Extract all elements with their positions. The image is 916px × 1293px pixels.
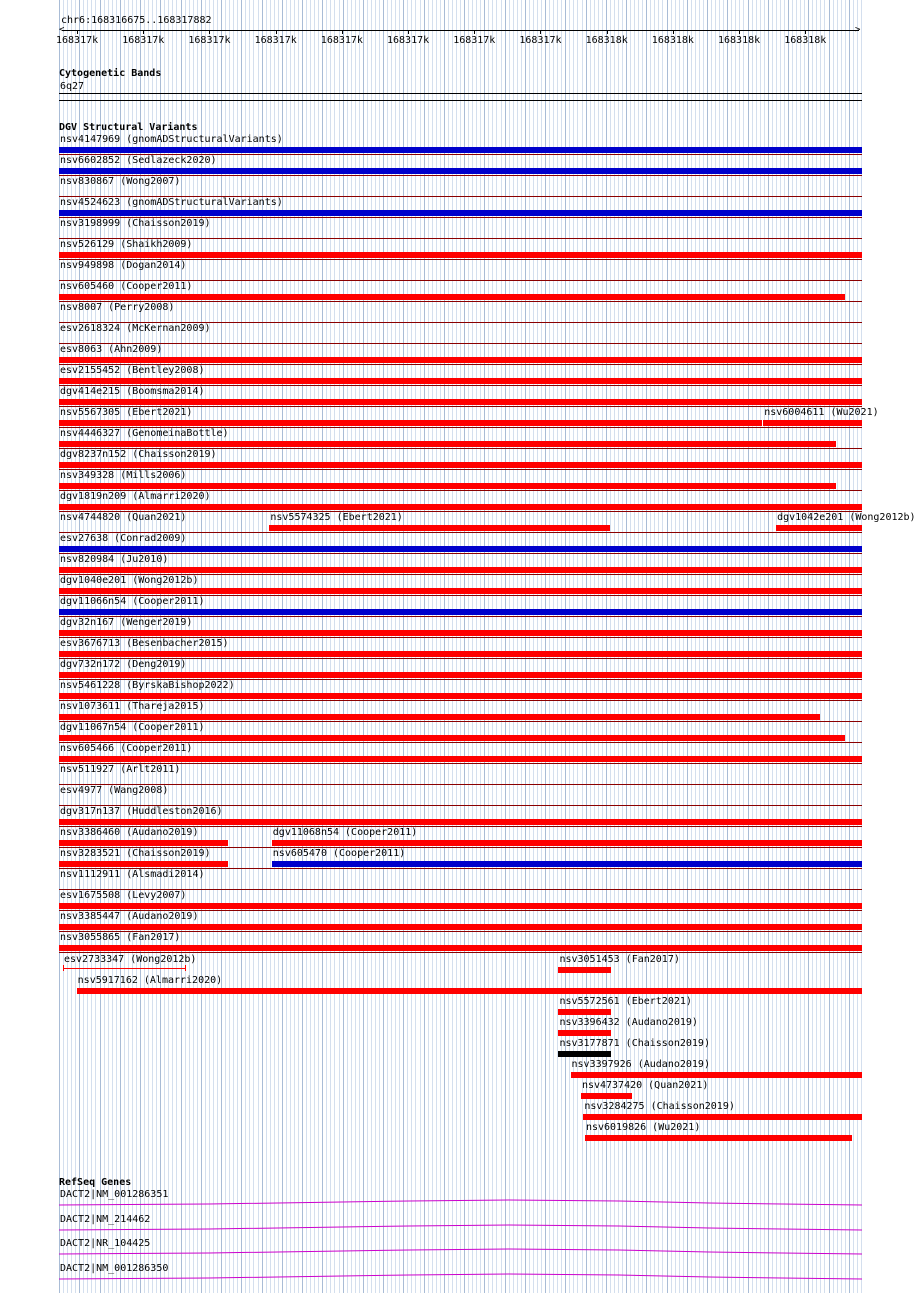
variant-label[interactable]: nsv1073611 (Thareja2015) [60,701,205,712]
variant-bar[interactable] [59,420,762,426]
variant-bar[interactable] [59,630,862,636]
ruler-tick [276,30,277,34]
variant-bar[interactable] [558,1051,610,1057]
variant-bar[interactable] [59,819,862,825]
variant-label[interactable]: nsv820984 (Ju2010) [60,554,169,565]
variant-bar[interactable] [59,147,862,153]
ruler-tick [805,30,806,34]
variant-label[interactable]: nsv3284275 (Chaisson2019) [584,1101,735,1112]
ruler-tick-label: 168317k [519,35,562,46]
variant-label[interactable]: nsv3051453 (Fan2017) [559,954,680,965]
variant-bar[interactable] [59,714,820,720]
ruler-tick-label: 168317k [254,35,297,46]
row-separator [59,784,862,785]
variant-label[interactable]: dgv1040e201 (Wong2012b) [60,575,199,586]
ruler-left-arrow: < [59,25,65,35]
variant-label[interactable]: nsv6019826 (Wu2021) [585,1122,701,1133]
variant-bar[interactable] [581,1093,632,1099]
variant-label[interactable]: nsv949898 (Dogan2014) [60,260,187,271]
variant-bar[interactable] [59,735,845,741]
variant-label[interactable]: dgv11066n54 (Cooper2011) [60,596,205,607]
variant-bar[interactable] [59,588,862,594]
variant-bar[interactable] [59,399,862,405]
ruler-tick [143,30,144,34]
variant-label[interactable]: nsv4744820 (Quan2021) [60,512,187,523]
ruler-tick [474,30,475,34]
variant-label[interactable]: nsv5461228 (ByrskaBishop2022) [60,680,235,691]
ruler-tick [77,30,78,34]
variant-bar[interactable] [59,693,862,699]
variant-label[interactable]: nsv3177871 (Chaisson2019) [559,1038,710,1049]
variant-bar[interactable] [59,840,228,846]
variant-bar[interactable] [59,651,862,657]
variant-label[interactable]: dgv32n167 (Wenger2019) [60,617,193,628]
variant-bar[interactable] [59,945,862,951]
gene-label[interactable]: DACT2|NM_214462 [60,1213,151,1225]
variant-bar[interactable] [59,672,862,678]
variant-label[interactable]: nsv6004611 (Wu2021) [764,407,879,418]
variant-bar[interactable] [272,840,862,846]
variant-label[interactable]: nsv4737420 (Quan2021) [581,1080,709,1091]
variant-label[interactable]: nsv3283521 (Chaisson2019) [60,848,211,859]
variant-bar[interactable] [585,1135,852,1141]
ruler-tick [540,30,541,34]
variant-bar[interactable] [763,420,862,426]
ruler-tick [342,30,343,34]
row-separator [59,952,862,953]
variant-label[interactable]: nsv605470 (Cooper2011) [272,848,406,859]
ruler-right-arrow: > [855,25,861,35]
variant-label[interactable]: esv1675508 (Levy2007) [60,890,187,901]
variant-label[interactable]: nsv3385447 (Audano2019) [60,911,199,922]
cytoband-track-title: Cytogenetic Bands [59,68,162,79]
gene-model[interactable] [59,1224,862,1234]
ruler-tick [408,30,409,34]
variant-bar[interactable] [558,967,610,973]
dgv-track-title: DGV Structural Variants [59,122,198,133]
ruler-tick-label: 168317k [56,35,99,46]
gene-label[interactable]: DACT2|NM_001286350 [60,1262,169,1274]
variant-label[interactable]: nsv5574325 (Ebert2021) [270,512,403,523]
variant-label[interactable]: esv8063 (Ahn2009) [60,344,163,355]
variant-bar[interactable] [59,861,228,867]
variant-label[interactable]: nsv6602852 (Sedlazeck2020) [60,155,217,166]
variant-label[interactable]: dgv732n172 (Deng2019) [60,659,187,670]
variant-bar[interactable] [59,378,862,384]
variant-label[interactable]: dgv317n137 (Huddleston2016) [60,806,223,817]
variant-label[interactable]: nsv5917162 (Almarri2020) [77,975,223,986]
variant-bar[interactable] [571,1072,862,1078]
variant-label[interactable]: dgv11068n54 (Cooper2011) [272,827,418,838]
variant-label[interactable]: nsv3397926 (Audano2019) [571,1059,710,1070]
variant-label[interactable]: nsv1112911 (Alsmadi2014) [60,869,205,880]
variant-label[interactable]: esv4977 (Wang2008) [60,785,169,796]
gene-model[interactable] [59,1248,862,1258]
refseq-track-title: RefSeq Genes [59,1177,132,1188]
row-separator [59,553,862,554]
ruler-tick-label: 168318k [784,35,827,46]
variant-bar[interactable] [776,525,862,531]
ruler-tick-label: 168318k [718,35,761,46]
variant-bar[interactable] [59,903,862,909]
track-divider [59,100,862,101]
variant-bar[interactable] [59,504,862,510]
ruler-tick-label: 168317k [320,35,363,46]
variant-bar[interactable] [59,357,862,363]
ruler-tick-label: 168317k [453,35,496,46]
variant-label[interactable]: esv2618324 (McKernan2009) [60,323,211,334]
variant-bar[interactable] [59,294,845,300]
ruler-tick-label: 168318k [651,35,694,46]
ruler-tick-label: 168317k [122,35,165,46]
variant-label[interactable]: nsv3386460 (Audano2019) [60,827,199,838]
variant-label[interactable]: dgv1042e201 (Wong2012b) [777,512,916,523]
gene-model[interactable] [59,1273,862,1283]
gene-model[interactable] [59,1199,862,1209]
variant-label[interactable]: dgv8237n152 (Chaisson2019) [60,449,217,460]
variant-label[interactable]: nsv4524623 (gnomADStructuralVariants) [60,197,283,208]
variant-bar[interactable] [59,441,836,447]
ruler-tick [209,30,210,34]
variant-label[interactable]: dgv1819n209 (Almarri2020) [60,491,211,502]
variant-bar-cap [63,965,64,971]
variant-label[interactable]: nsv3198999 (Chaisson2019) [60,218,211,229]
variant-bar[interactable] [272,861,862,867]
variant-bar-cap [185,965,186,971]
variant-label[interactable]: nsv605466 (Cooper2011) [60,743,193,754]
variant-label[interactable]: esv2155452 (Bentley2008) [60,365,205,376]
gene-label[interactable]: DACT2|NM_001286351 [60,1189,169,1200]
variant-label[interactable]: esv2733347 (Wong2012b) [64,954,197,965]
ruler-tick [673,30,674,34]
variant-label[interactable]: nsv526129 (Shaikh2009) [60,239,193,250]
variant-bar[interactable] [269,525,609,531]
variant-label[interactable]: nsv605460 (Cooper2011) [60,281,193,292]
variant-bar[interactable] [558,1030,610,1036]
ruler-tick-label: 168318k [585,35,628,46]
variant-label[interactable]: nsv5572561 (Ebert2021) [559,996,692,1007]
variant-bar[interactable] [59,924,862,930]
variant-label[interactable]: nsv5567305 (Ebert2021) [60,407,193,418]
variant-label[interactable]: nsv4446327 (GenomeinaBottle) [60,428,229,439]
row-separator [59,343,862,344]
gene-label[interactable]: DACT2|NR_104425 [60,1238,151,1249]
ruler-tick-label: 168317k [188,35,231,46]
variant-label[interactable]: esv3676713 (Besenbacher2015) [60,638,229,649]
variant-label[interactable]: nsv3396432 (Audano2019) [559,1017,698,1028]
ruler-tick [607,30,608,34]
ruler-tick [739,30,740,34]
variant-label[interactable]: nsv8007 (Perry2008) [60,302,175,313]
variant-bar[interactable] [59,252,862,258]
variant-bar[interactable] [77,988,862,994]
cytoband-line [59,93,862,94]
cytoband-label[interactable]: 6q27 [60,81,85,92]
ruler-tick-label: 168317k [387,35,430,46]
variant-label[interactable]: dgv414e215 (Boomsma2014) [60,386,205,397]
variant-label[interactable]: dgv11067n54 (Cooper2011) [60,722,205,733]
variant-label[interactable]: nsv3055865 (Fan2017) [60,932,181,943]
variant-label[interactable]: esv27638 (Conrad2009) [60,533,187,544]
variant-bar[interactable] [59,609,862,615]
variant-bar[interactable] [59,546,862,552]
variant-bar[interactable] [59,567,862,573]
variant-bar[interactable] [59,210,862,216]
variant-bar[interactable] [59,756,862,762]
variant-bar[interactable] [59,462,862,468]
locus-label: chr6:168316675..168317882 [61,15,212,26]
variant-label[interactable]: nsv511927 (Arlt2011) [60,764,181,775]
variant-bar[interactable] [583,1114,862,1120]
variant-label[interactable]: nsv349328 (Mills2006) [60,470,187,481]
variant-label[interactable]: nsv830867 (Wong2007) [60,176,181,187]
variant-bar[interactable] [59,168,862,174]
variant-bar[interactable] [63,968,185,969]
row-separator [59,301,862,302]
variant-bar[interactable] [59,483,836,489]
variant-bar[interactable] [558,1009,610,1015]
variant-label[interactable]: nsv4147969 (gnomADStructuralVariants) [60,134,283,145]
